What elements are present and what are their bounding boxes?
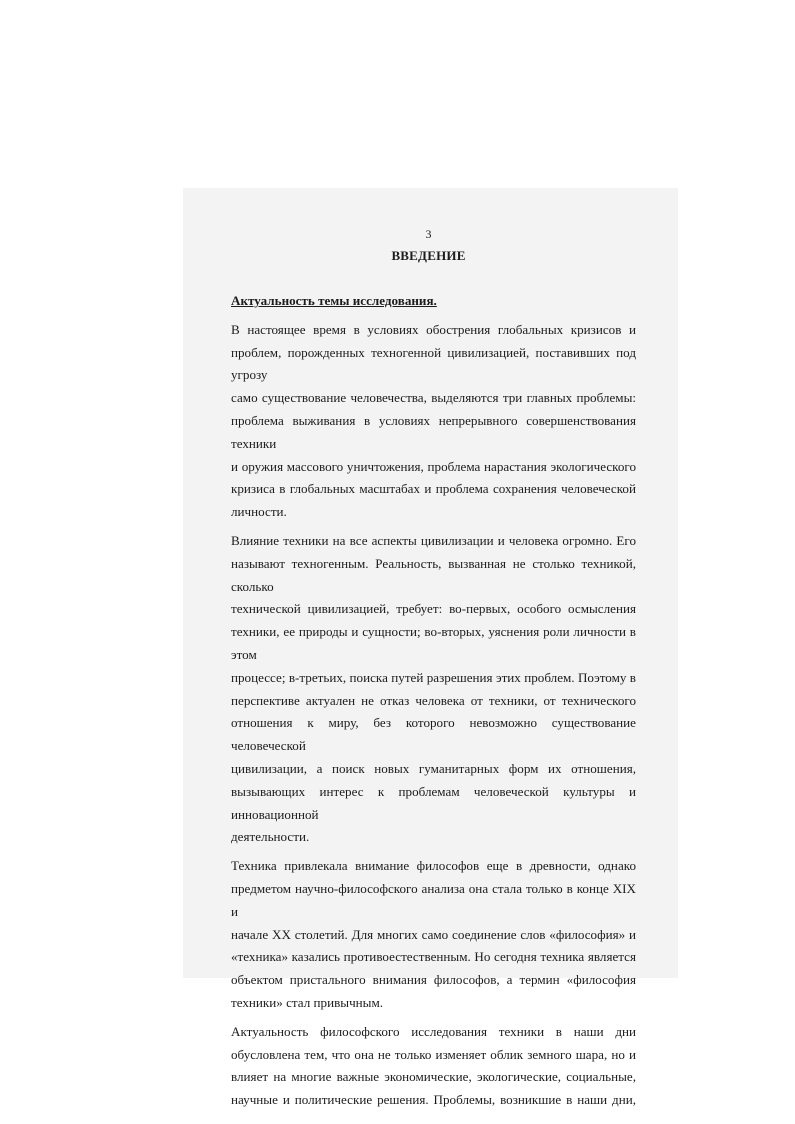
paragraph-3-line-3: начале XX столетий. Для многих само соединение слов «философия» и bbox=[231, 926, 636, 942]
page-number: 3 bbox=[425, 227, 432, 241]
paragraph-3-line-5: объектом пристального внимания философов, а термин «философия bbox=[231, 972, 636, 988]
paragraph-1-line-2: проблем, порожденных техногенной цивилизацией, поставивших под угрозу bbox=[231, 344, 636, 383]
paragraph-2-line-9: вызывающих интерес к проблемам человеческой культуры и инновационной bbox=[231, 783, 636, 822]
paragraph-2-line-1: Влияние техники на все аспекты цивилизации и человека огромно. Его bbox=[231, 532, 636, 548]
paragraph-2-line-2: называют техногенным. Реальность, вызванная не столько техникой, сколько bbox=[231, 555, 636, 594]
paragraph-3-line-6: техники» стал привычным. bbox=[231, 994, 384, 1010]
paragraph-2 bbox=[231, 530, 636, 849]
paragraph-2-line-8: цивилизации, а поиск новых гуманитарных форм их отношения, bbox=[231, 760, 636, 776]
paragraph-1-line-7: личности. bbox=[231, 504, 287, 520]
paragraph-4-line-4: научные и политические решения. Проблемы, возникшие в наши дни, bbox=[231, 1092, 636, 1108]
paragraph-1 bbox=[231, 319, 636, 524]
paragraph-4-line-3: влияет на многие важные экономические, экологические, социальные, bbox=[231, 1069, 636, 1085]
paragraph-1-line-1: В настоящее время в условиях обострения глобальных кризисов и bbox=[231, 321, 636, 337]
paragraph-2-line-10: деятельности. bbox=[231, 829, 310, 845]
paragraph-1-line-3: само существование человечества, выделяются три главных проблемы: bbox=[231, 390, 636, 406]
paragraph-4 bbox=[231, 1021, 636, 1112]
paragraph-1-line-5: и оружия массового уничтожения, проблема нарастания экологического bbox=[231, 458, 636, 474]
page-title: ВВЕДЕНИЕ bbox=[391, 248, 466, 263]
paragraph-2-line-6: перспективе актуален не отказ человека от техники, от технического bbox=[231, 692, 636, 708]
paragraph-2-line-4: техники, ее природы и сущности; во-вторых, уяснения роли личности в этом bbox=[231, 624, 636, 662]
document-body bbox=[231, 290, 636, 1112]
paragraph-3-line-2: предметом научно-философского анализа она стала только в конце XIX и bbox=[231, 880, 636, 919]
paragraph-2-line-3: технической цивилизацией, требует: во-первых, особого осмысления bbox=[231, 601, 636, 617]
paragraph-4-line-2: обусловлена тем, что она не только изменяет облик земного шара, но и bbox=[231, 1046, 636, 1062]
paragraph-2-line-7: отношения к миру, без которого невозможно существование человеческой bbox=[231, 715, 636, 754]
section-heading: Актуальность темы исследования. bbox=[231, 293, 437, 308]
paragraph-4-line-1: Актуальность философского исследования техники в наши дни bbox=[231, 1023, 636, 1039]
paragraph-3-line-1: Техника привлекала внимание философов еще в древности, однако bbox=[231, 858, 636, 874]
paragraph-2-line-5: процессе; в-третьих, поиска путей разрешения этих проблем. Поэтому в bbox=[231, 669, 636, 685]
paragraph-3-line-4: «техника» казались противоестественным. Но сегодня техника является bbox=[231, 949, 636, 965]
paragraph-3 bbox=[231, 855, 636, 1015]
paragraph-1-line-6: кризиса в глобальных масштабах и проблема сохранения человеческой bbox=[231, 481, 636, 497]
paragraph-1-line-4: проблема выживания в условиях непрерывного совершенствования техники bbox=[231, 412, 636, 451]
